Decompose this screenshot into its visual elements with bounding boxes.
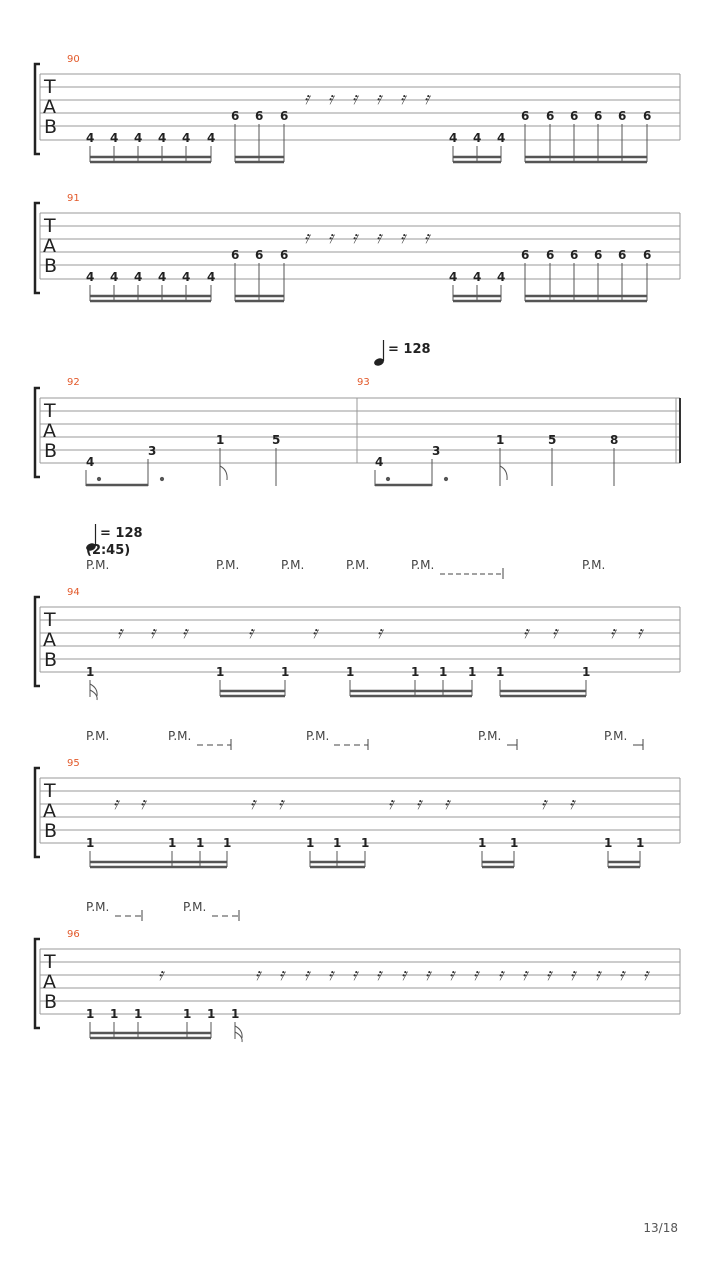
fret-number: 6 <box>618 109 627 123</box>
sixteenth-rest-icon: 𝄿 <box>388 794 394 814</box>
sixteenth-rest-icon: 𝄿 <box>376 965 382 985</box>
system-bracket <box>35 388 40 477</box>
fret-number: 1 <box>604 836 613 850</box>
system-bracket <box>35 203 40 293</box>
sixteenth-rest-icon: 𝄿 <box>312 623 318 643</box>
sixteenth-rest-icon: 𝄿 <box>552 623 558 643</box>
palm-mute-label: P.M. <box>86 558 110 572</box>
beams <box>90 680 586 700</box>
palm-mute-label: P.M. <box>216 558 240 572</box>
sixteenth-rest-icon: 𝄿 <box>619 965 625 985</box>
beams <box>90 263 647 301</box>
fret-number: 1 <box>496 665 505 679</box>
tab-letter-t: T <box>44 215 56 237</box>
fret-number: 6 <box>521 248 530 262</box>
sixteenth-rest-icon: 𝄿 <box>643 965 649 985</box>
sixteenth-rest-icon: 𝄿 <box>376 89 382 109</box>
tab-letter-a: A <box>43 800 56 822</box>
sixteenth-rest-icon: 𝄿 <box>113 794 119 814</box>
sixteenth-rest-icon: 𝄿 <box>250 794 256 814</box>
tempo-marking <box>85 524 142 558</box>
fret-number: 4 <box>497 131 506 145</box>
fret-number: 1 <box>636 836 645 850</box>
sixteenth-rest-icon: 𝄿 <box>376 228 382 248</box>
fret-number: 6 <box>280 248 289 262</box>
fret-number: 1 <box>86 836 95 850</box>
fret-number: 4 <box>449 131 458 145</box>
sixteenth-rest-icon: 𝄿 <box>473 965 479 985</box>
fret-number: 6 <box>594 248 603 262</box>
rhythm-stems <box>86 448 614 486</box>
sixteenth-rest-icon: 𝄿 <box>498 965 504 985</box>
sixteenth-rest-icon: 𝄿 <box>328 89 334 109</box>
fret-number: 1 <box>216 665 225 679</box>
fret-number: 1 <box>478 836 487 850</box>
fret-number: 6 <box>643 109 652 123</box>
sixteenth-rest-icon: 𝄿 <box>255 965 261 985</box>
fret-number: 6 <box>570 248 579 262</box>
sixteenth-rest-icon: 𝄿 <box>522 965 528 985</box>
tab-letter-t: T <box>44 400 56 422</box>
sixteenth-rest-icon: 𝄿 <box>595 965 601 985</box>
system-6 <box>35 939 680 1028</box>
fret-number: 1 <box>281 665 290 679</box>
sixteenth-rest-icon: 𝄿 <box>278 794 284 814</box>
tab-letter-a: A <box>43 971 56 993</box>
fret-number: 6 <box>231 109 240 123</box>
bar-number: 92 <box>67 377 80 388</box>
system-3 <box>35 388 680 477</box>
palm-mute-label: P.M. <box>306 729 330 743</box>
sixteenth-rest-icon: 𝄿 <box>444 794 450 814</box>
page-number: 13/18 <box>643 1221 678 1235</box>
system-1 <box>35 64 680 154</box>
bar-number: 95 <box>67 758 80 769</box>
tab-letter-b: B <box>44 991 58 1013</box>
sixteenth-rest-icon: 𝄿 <box>569 794 575 814</box>
fret-number: 6 <box>231 248 240 262</box>
beams <box>90 1022 242 1042</box>
fret-number: 1 <box>207 1007 216 1021</box>
fret-number: 6 <box>255 109 264 123</box>
sixteenth-rest-icon: 𝄿 <box>352 228 358 248</box>
fret-number: 6 <box>643 248 652 262</box>
palm-mute-label: P.M. <box>168 729 192 743</box>
fret-number: 8 <box>610 433 619 447</box>
palm-mutes <box>86 729 643 750</box>
tab-letter-b: B <box>44 820 58 842</box>
sixteenth-rest-icon: 𝄿 <box>140 794 146 814</box>
fret-number: 5 <box>548 433 557 447</box>
fret-number: 1 <box>216 433 225 447</box>
bar-number: 90 <box>67 54 80 65</box>
fret-number: 4 <box>110 131 119 145</box>
fret-number: 4 <box>86 131 95 145</box>
bar-number: 94 <box>67 587 80 598</box>
sixteenth-rest-icon: 𝄿 <box>424 228 430 248</box>
fret-number: 1 <box>168 836 177 850</box>
fret-number: 6 <box>255 248 264 262</box>
fret-number: 4 <box>207 131 216 145</box>
tab-letter-t: T <box>44 951 56 973</box>
fret-number: 1 <box>223 836 232 850</box>
fret-number: 6 <box>546 109 555 123</box>
tab-letter-a: A <box>43 420 56 442</box>
fret-number: 1 <box>86 1007 95 1021</box>
fret-number: 1 <box>439 665 448 679</box>
sixteenth-rest-icon: 𝄿 <box>304 89 310 109</box>
fret-number: 4 <box>110 270 119 284</box>
fret-number: 1 <box>196 836 205 850</box>
system-2 <box>35 203 680 293</box>
fret-number: 4 <box>86 270 95 284</box>
fret-number: 1 <box>411 665 420 679</box>
sixteenth-rest-icon: 𝄿 <box>248 623 254 643</box>
sixteenth-rest-icon: 𝄿 <box>377 623 383 643</box>
fret-numbers <box>86 433 618 469</box>
sixteenth-rest-icon: 𝄿 <box>352 965 358 985</box>
fret-number: 1 <box>231 1007 240 1021</box>
fret-number: 6 <box>594 109 603 123</box>
fret-number: 1 <box>496 433 505 447</box>
sixteenth-rest-icon: 𝄿 <box>400 228 406 248</box>
bar-number: 96 <box>67 929 80 940</box>
fret-number: 4 <box>449 270 458 284</box>
sixteenth-rest-icon: 𝄿 <box>425 965 431 985</box>
tempo-label: = 128 <box>100 526 143 541</box>
tab-letter-a: A <box>43 96 56 118</box>
tab-letter-a: A <box>43 629 56 651</box>
sixteenth-rest-icon: 𝄿 <box>400 89 406 109</box>
fret-number: 4 <box>207 270 216 284</box>
tab-letter-t: T <box>44 609 56 631</box>
sixteenth-rest-icon: 𝄿 <box>401 965 407 985</box>
fret-number: 1 <box>346 665 355 679</box>
tab-letter-b: B <box>44 116 58 138</box>
sixteenth-rest-icon: 𝄿 <box>150 623 156 643</box>
beams <box>90 124 647 162</box>
rests <box>304 89 432 109</box>
fret-number: 6 <box>546 248 555 262</box>
fret-number: 6 <box>570 109 579 123</box>
system-bracket <box>35 64 40 154</box>
system-bracket <box>35 597 40 686</box>
tab-letter-a: A <box>43 235 56 257</box>
fret-number: 1 <box>333 836 342 850</box>
tab-letter-t: T <box>44 780 56 802</box>
sixteenth-rest-icon: 𝄿 <box>304 965 310 985</box>
sixteenth-rest-icon: 𝄿 <box>523 623 529 643</box>
sixteenth-rest-icon: 𝄿 <box>158 965 164 985</box>
bar-number: 93 <box>357 377 370 388</box>
palm-mute-label: P.M. <box>281 558 305 572</box>
sixteenth-rest-icon: 𝄿 <box>304 228 310 248</box>
sixteenth-rest-icon: 𝄿 <box>328 965 334 985</box>
tempo-marking <box>373 340 430 367</box>
palm-mute-label: P.M. <box>582 558 606 572</box>
sixteenth-rest-icon: 𝄿 <box>637 623 643 643</box>
fret-number: 3 <box>148 444 157 458</box>
fret-number: 3 <box>432 444 441 458</box>
fret-number: 6 <box>280 109 289 123</box>
fret-number: 1 <box>361 836 370 850</box>
tab-letter-b: B <box>44 255 58 277</box>
palm-mute-label: P.M. <box>346 558 370 572</box>
fret-number: 5 <box>272 433 281 447</box>
sixteenth-rest-icon: 𝄿 <box>117 623 123 643</box>
fret-number: 1 <box>306 836 315 850</box>
fret-number: 6 <box>618 248 627 262</box>
system-5 <box>35 768 680 857</box>
sixteenth-rest-icon: 𝄿 <box>352 89 358 109</box>
palm-mute-label: P.M. <box>86 900 110 914</box>
system-bracket <box>35 768 40 857</box>
fret-number: 4 <box>182 131 191 145</box>
time-stamp: (2:45) <box>86 543 131 558</box>
tempo-label: = 128 <box>388 342 431 357</box>
rests <box>304 228 432 248</box>
system-bracket <box>35 939 40 1028</box>
fret-number: 1 <box>468 665 477 679</box>
sixteenth-rest-icon: 𝄿 <box>279 965 285 985</box>
tab-letter-b: B <box>44 649 58 671</box>
fret-number: 1 <box>510 836 519 850</box>
fret-number: 4 <box>134 131 143 145</box>
fret-number: 1 <box>110 1007 119 1021</box>
fret-number: 1 <box>86 665 95 679</box>
tab-letter-t: T <box>44 76 56 98</box>
palm-mute-label: P.M. <box>604 729 628 743</box>
palm-mute-label: P.M. <box>183 900 207 914</box>
sixteenth-rest-icon: 𝄿 <box>424 89 430 109</box>
fret-number: 4 <box>158 270 167 284</box>
beams <box>90 851 640 867</box>
fret-number: 4 <box>86 455 95 469</box>
sixteenth-rest-icon: 𝄿 <box>328 228 334 248</box>
fret-number: 4 <box>473 131 482 145</box>
fret-number: 4 <box>158 131 167 145</box>
sixteenth-rest-icon: 𝄿 <box>546 965 552 985</box>
fret-number: 1 <box>582 665 591 679</box>
fret-number: 6 <box>521 109 530 123</box>
sixteenth-rest-icon: 𝄿 <box>416 794 422 814</box>
fret-number: 4 <box>134 270 143 284</box>
sixteenth-rest-icon: 𝄿 <box>541 794 547 814</box>
tab-letter-b: B <box>44 440 58 462</box>
bar-number: 91 <box>67 193 80 204</box>
sixteenth-rest-icon: 𝄿 <box>610 623 616 643</box>
sixteenth-rest-icon: 𝄿 <box>570 965 576 985</box>
palm-mute-label: P.M. <box>86 729 110 743</box>
sixteenth-rest-icon: 𝄿 <box>449 965 455 985</box>
fret-number: 4 <box>182 270 191 284</box>
palm-mutes <box>86 900 239 921</box>
fret-number: 4 <box>375 455 384 469</box>
fret-number: 4 <box>497 270 506 284</box>
palm-mutes <box>86 558 605 579</box>
palm-mute-label: P.M. <box>478 729 502 743</box>
fret-number: 4 <box>473 270 482 284</box>
sixteenth-rest-icon: 𝄿 <box>182 623 188 643</box>
palm-mute-label: P.M. <box>411 558 435 572</box>
fret-number: 1 <box>183 1007 192 1021</box>
fret-number: 1 <box>134 1007 143 1021</box>
